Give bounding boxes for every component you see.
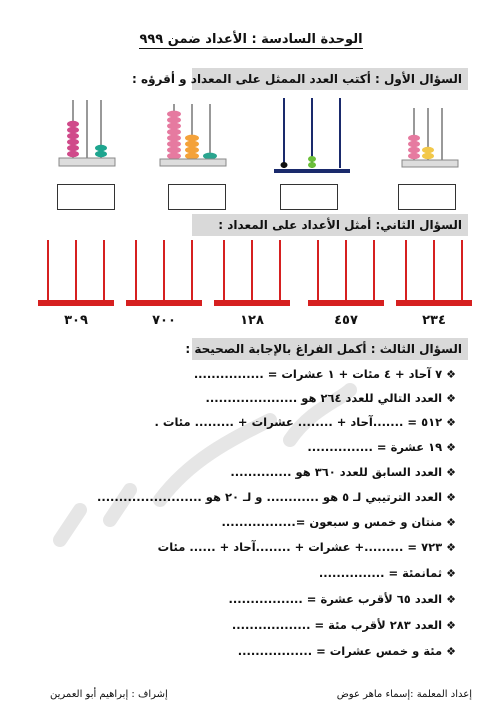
q3-line-1: ❖٧ آحاد + ٤ مئات + ١ عشرات = ................ xyxy=(193,367,456,381)
abacus-2 xyxy=(158,100,228,168)
bullet-diamond-icon: ❖ xyxy=(446,593,456,606)
question-3-heading: السؤال الثالث : أكمل الفراغ بالإجابة الصحيحة : xyxy=(192,338,468,360)
bullet-diamond-icon: ❖ xyxy=(446,567,456,580)
footer-teacher: إعداد المعلمة :إسماء ماهر عوض xyxy=(336,689,472,700)
q3-line-10: ❖العدد ٦٥ لأقرب عشرة = ................. xyxy=(228,592,456,606)
abacus-1 xyxy=(55,94,119,168)
abacus-3 xyxy=(272,96,354,176)
bullet-diamond-icon: ❖ xyxy=(446,491,456,504)
answer-box-4[interactable] xyxy=(398,184,456,210)
abacus-4 xyxy=(400,104,462,168)
abacus-number-5: ٢٣٤ xyxy=(422,313,446,328)
abacus-number-1: ٣٠٩ xyxy=(64,313,88,328)
answer-box-2[interactable] xyxy=(168,184,226,210)
q3-line-6: ❖العدد الترتيبي لـ ٥ هو ............ و لـ ٢٠ هو ........................ xyxy=(96,490,456,504)
abacus-number-4: ٤٥٧ xyxy=(334,313,358,328)
bullet-diamond-icon: ❖ xyxy=(446,619,456,632)
q3-line-8: ❖٧٢٣ = .........+ عشرات + ........آحاد + ...... مئات xyxy=(157,540,456,554)
question-1-heading: السؤال الأول : أكتب العدد الممثل على المعداد و أقرؤه : xyxy=(192,68,468,90)
abacus-number-2: ٧٠٠ xyxy=(152,313,176,328)
q3-line-2: ❖العدد التالي للعدد ٢٦٤ هو ..................... xyxy=(205,391,456,405)
abacus-number-3: ١٢٨ xyxy=(240,313,264,328)
q3-line-9: ❖ثمانمئة = ............... xyxy=(318,566,456,580)
bullet-diamond-icon: ❖ xyxy=(446,645,456,658)
bullet-diamond-icon: ❖ xyxy=(446,516,456,529)
bullet-diamond-icon: ❖ xyxy=(446,368,456,381)
q3-line-5: ❖العدد السابق للعدد ٣٦٠ هو .............. xyxy=(230,465,456,479)
q3-line-12: ❖مئة و خمس عشرات = ................. xyxy=(237,644,456,658)
q3-line-4: ❖١٩ عشرة = ............... xyxy=(307,440,456,454)
empty-abaci xyxy=(0,236,502,310)
answer-box-1[interactable] xyxy=(57,184,115,210)
bullet-diamond-icon: ❖ xyxy=(446,541,456,554)
bullet-diamond-icon: ❖ xyxy=(446,441,456,454)
q3-line-11: ❖العدد ٢٨٣ لأقرب مئة = .................. xyxy=(231,618,456,632)
bullet-diamond-icon: ❖ xyxy=(446,416,456,429)
page-title: الوحدة السادسة : الأعداد ضمن ٩٩٩ xyxy=(139,32,363,47)
q3-line-3: ❖٥١٢ = .......آحاد + ........ عشرات + ......... مئات . xyxy=(154,415,456,429)
bullet-diamond-icon: ❖ xyxy=(446,392,456,405)
question-2-heading: السؤال الثاني: أمثل الأعداد على المعداد : xyxy=(192,214,468,236)
bullet-diamond-icon: ❖ xyxy=(446,466,456,479)
footer-supervisor: إشراف : إبراهيم أبو العمرين xyxy=(50,689,168,700)
answer-box-3[interactable] xyxy=(280,184,338,210)
q3-line-7: ❖منتان و خمس و سبعون =................. xyxy=(221,515,456,529)
